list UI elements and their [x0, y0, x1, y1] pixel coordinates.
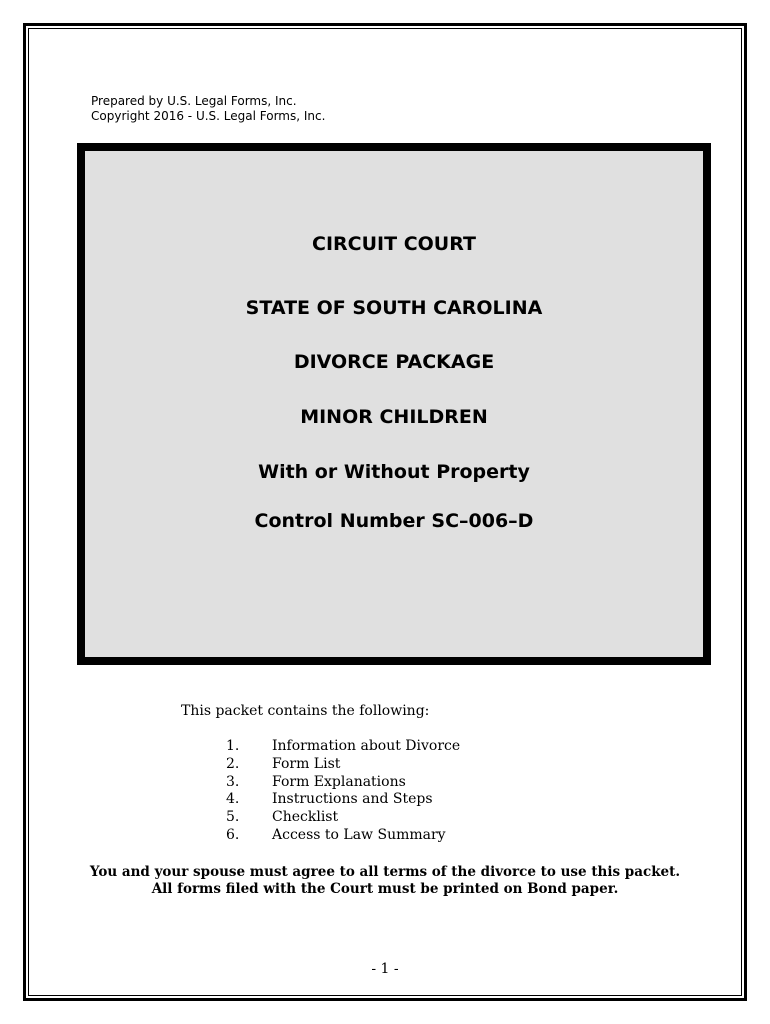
- list-item-number: 4.: [226, 791, 240, 808]
- control-number: Control Number SC–006–D: [254, 510, 534, 532]
- title-box: [77, 143, 711, 665]
- list-item: [226, 774, 460, 792]
- state-title: STATE OF SOUTH CAROLINA: [245, 297, 543, 319]
- list-item-label: Form Explanations: [272, 773, 406, 790]
- agreement-notice: You and your spouse must agree to all terms of the divorce to use this packet.: [89, 864, 681, 880]
- contents-intro: This packet contains the following:: [181, 703, 430, 719]
- list-item-number: 1.: [226, 738, 240, 754]
- package-title: DIVORCE PACKAGE: [293, 351, 495, 373]
- prepared-by-text: Prepared by U.S. Legal Forms, Inc.: [91, 94, 297, 108]
- list-item-label: Access to Law Summary: [272, 826, 446, 843]
- list-item: [226, 791, 460, 809]
- preparer-block: [91, 94, 325, 124]
- property-title: With or Without Property: [258, 461, 530, 483]
- list-item: [226, 827, 460, 845]
- list-item-label: Checklist: [272, 809, 339, 826]
- copyright-text: Copyright 2016 - U.S. Legal Forms, Inc.: [91, 109, 326, 123]
- contents-list: [226, 738, 460, 845]
- list-item-label: Information about Divorce: [272, 738, 461, 754]
- list-item-label: Form List: [272, 755, 341, 772]
- list-item-label: Instructions and Steps: [272, 791, 433, 808]
- list-item-number: 3.: [226, 773, 240, 790]
- list-item: [226, 756, 460, 774]
- list-item-number: 5.: [226, 809, 240, 826]
- page-number: - 1 -: [371, 961, 399, 977]
- court-title: CIRCUIT COURT: [312, 233, 476, 255]
- children-title: MINOR CHILDREN: [300, 406, 488, 428]
- bond-paper-notice: All forms filed with the Court must be printed on Bond paper.: [151, 881, 619, 897]
- list-item-number: 6.: [226, 826, 240, 843]
- list-item-number: 2.: [226, 755, 240, 772]
- list-item: [226, 738, 460, 756]
- list-item: [226, 809, 460, 827]
